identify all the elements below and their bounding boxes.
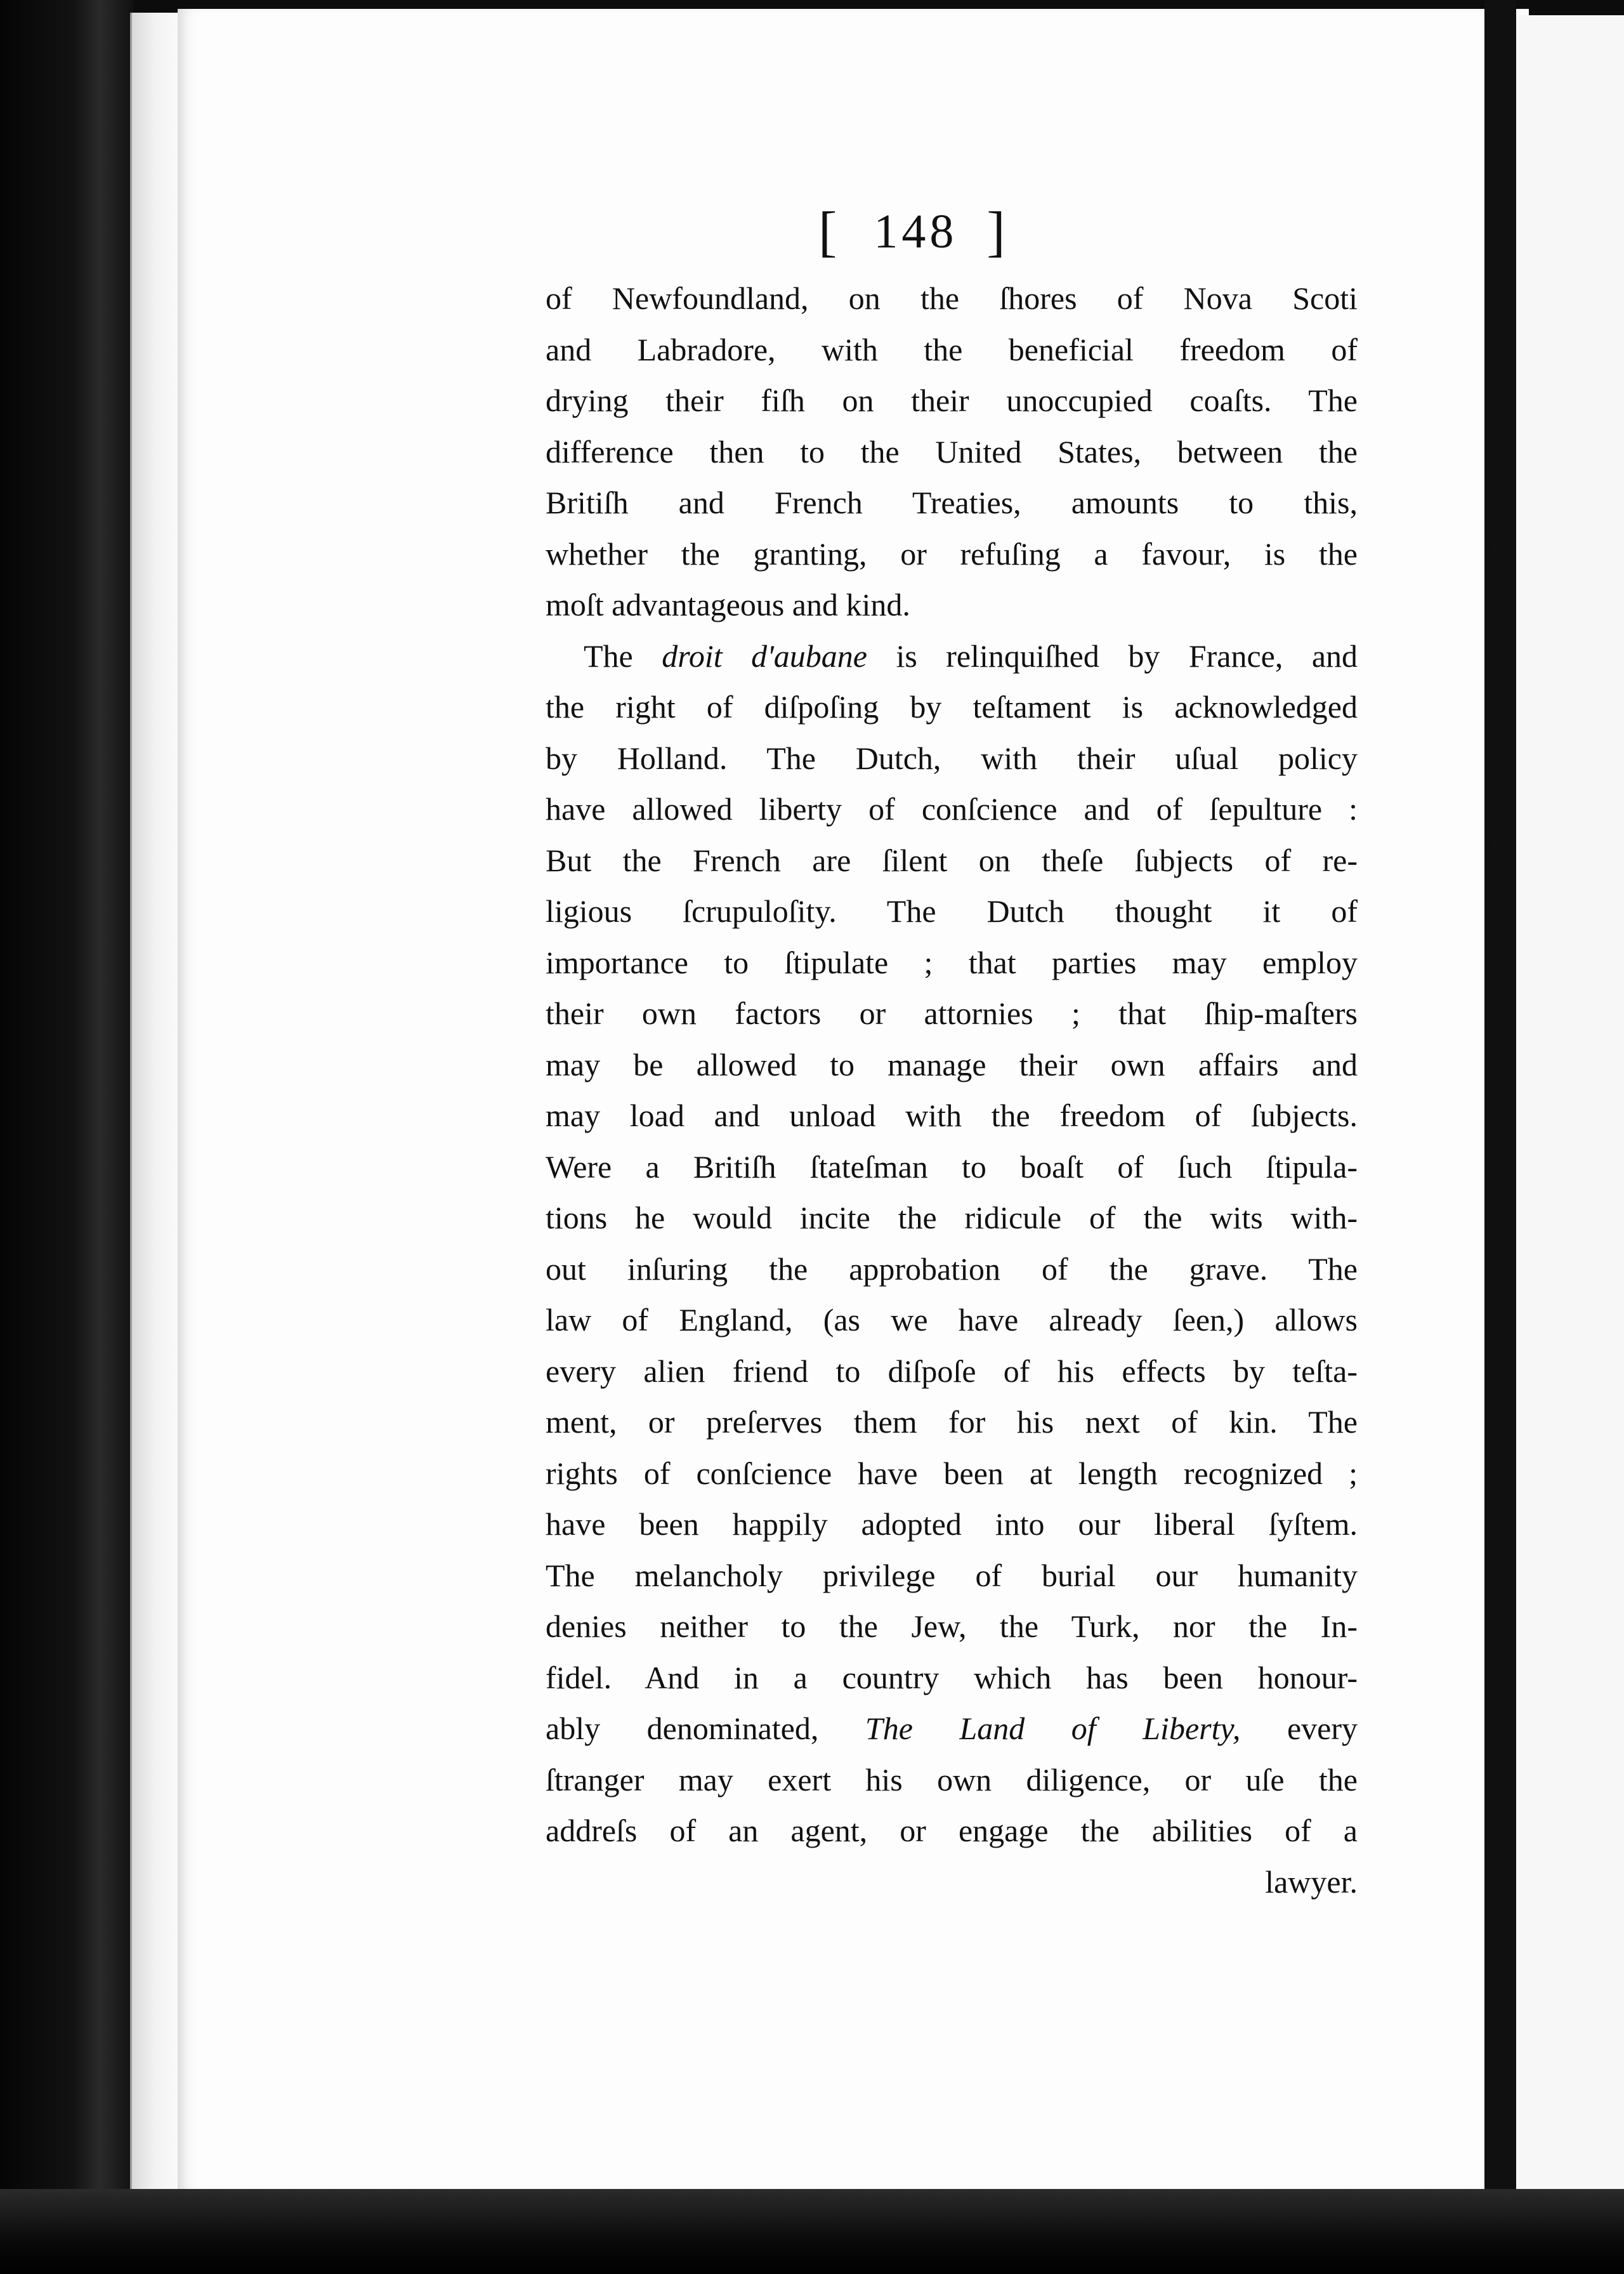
body-text bbox=[546, 273, 1358, 1907]
text-line: ſtranger may exert his own diligence, or uſe the bbox=[546, 1761, 1358, 1798]
text-line: have been happily adopted into our liberal ſyſtem. bbox=[546, 1506, 1358, 1542]
text-line: law of England, (as we have already ſeen,) allows bbox=[546, 1302, 1358, 1337]
text-line: and Labradore, with the beneficial freedom of bbox=[546, 331, 1358, 367]
text-line: fidel. And in a country which has been honour- bbox=[546, 1659, 1358, 1695]
text-segment: ably denominated, bbox=[546, 1711, 819, 1746]
text-line: denies neither to the Jew, the Turk, nor the In- bbox=[546, 1608, 1358, 1644]
text-line: have allowed liberty of conſcience and of ſepulture : bbox=[546, 791, 1358, 827]
text-segment: The bbox=[584, 638, 633, 674]
text-line: ligious ſcrupuloſity. The Dutch thought it of bbox=[546, 893, 1358, 929]
book-binding bbox=[0, 0, 133, 2274]
text-segment: is relinquiſhed by France, and bbox=[896, 638, 1358, 674]
italic-term: The Land of Liberty, bbox=[865, 1711, 1241, 1746]
text-line bbox=[546, 631, 1358, 682]
text-line: rights of conſcience have been at length recognized ; bbox=[546, 1455, 1358, 1491]
italic-term: droit d'aubane bbox=[662, 638, 867, 674]
text-line: drying their fiſh on their unoccupied coaſts. The bbox=[546, 383, 1358, 418]
page-header bbox=[818, 197, 1047, 266]
text-line: Britiſh and French Treaties, amounts to this, bbox=[546, 485, 1358, 520]
text-line: addreſs of an agent, or engage the abilities of a bbox=[546, 1813, 1358, 1848]
text-line: by Holland. The Dutch, with their uſual policy bbox=[546, 740, 1358, 776]
text-line: tions he would incite the ridicule of the wits with- bbox=[546, 1200, 1358, 1235]
text-segment: every bbox=[1287, 1711, 1358, 1746]
text-line: difference then to the United States, between the bbox=[546, 433, 1358, 470]
text-line: their own factors or attornies ; that ſhip-maſters bbox=[546, 996, 1358, 1031]
page-edge-shadow bbox=[1484, 0, 1516, 2214]
text-line: ment, or preſerves them for his next of kin. The bbox=[546, 1404, 1358, 1440]
text-line: importance to ſtipulate ; that parties may employ bbox=[546, 944, 1358, 980]
scan-bottom-margin bbox=[0, 2189, 1624, 2274]
text-line: The melancholy privilege of burial our humanity bbox=[546, 1557, 1358, 1593]
text-line: may be allowed to manage their own affairs and bbox=[546, 1046, 1358, 1082]
text-line: out inſuring the approbation of the grave. The bbox=[546, 1251, 1358, 1287]
text-line bbox=[546, 1703, 1358, 1754]
catchword: lawyer. bbox=[1265, 1863, 1358, 1900]
text-line: moſt advantageous and kind. bbox=[546, 587, 910, 622]
text-line: every alien friend to diſpoſe of his effects by teſta- bbox=[546, 1353, 1358, 1389]
text-line: But the French are ſilent on theſe ſubjects of re- bbox=[546, 842, 1358, 878]
text-line: the right of diſpoſing by teſtament is acknowledged bbox=[546, 689, 1358, 725]
page-number: 148 bbox=[874, 204, 958, 258]
adjacent-page-edge bbox=[1516, 15, 1624, 2192]
text-line: whether the granting, or refuſing a favour, is the bbox=[546, 536, 1358, 572]
right-bracket: ] bbox=[986, 200, 1009, 263]
text-line: may load and unload with the freedom of ſubjects. bbox=[546, 1098, 1358, 1133]
left-bracket: [ bbox=[818, 200, 841, 263]
text-line: of Newfoundland, on the ſhores of Nova Scoti bbox=[546, 280, 1358, 316]
text-line: Were a Britiſh ſtateſman to boaſt of ſuch ſtipula- bbox=[546, 1148, 1358, 1185]
